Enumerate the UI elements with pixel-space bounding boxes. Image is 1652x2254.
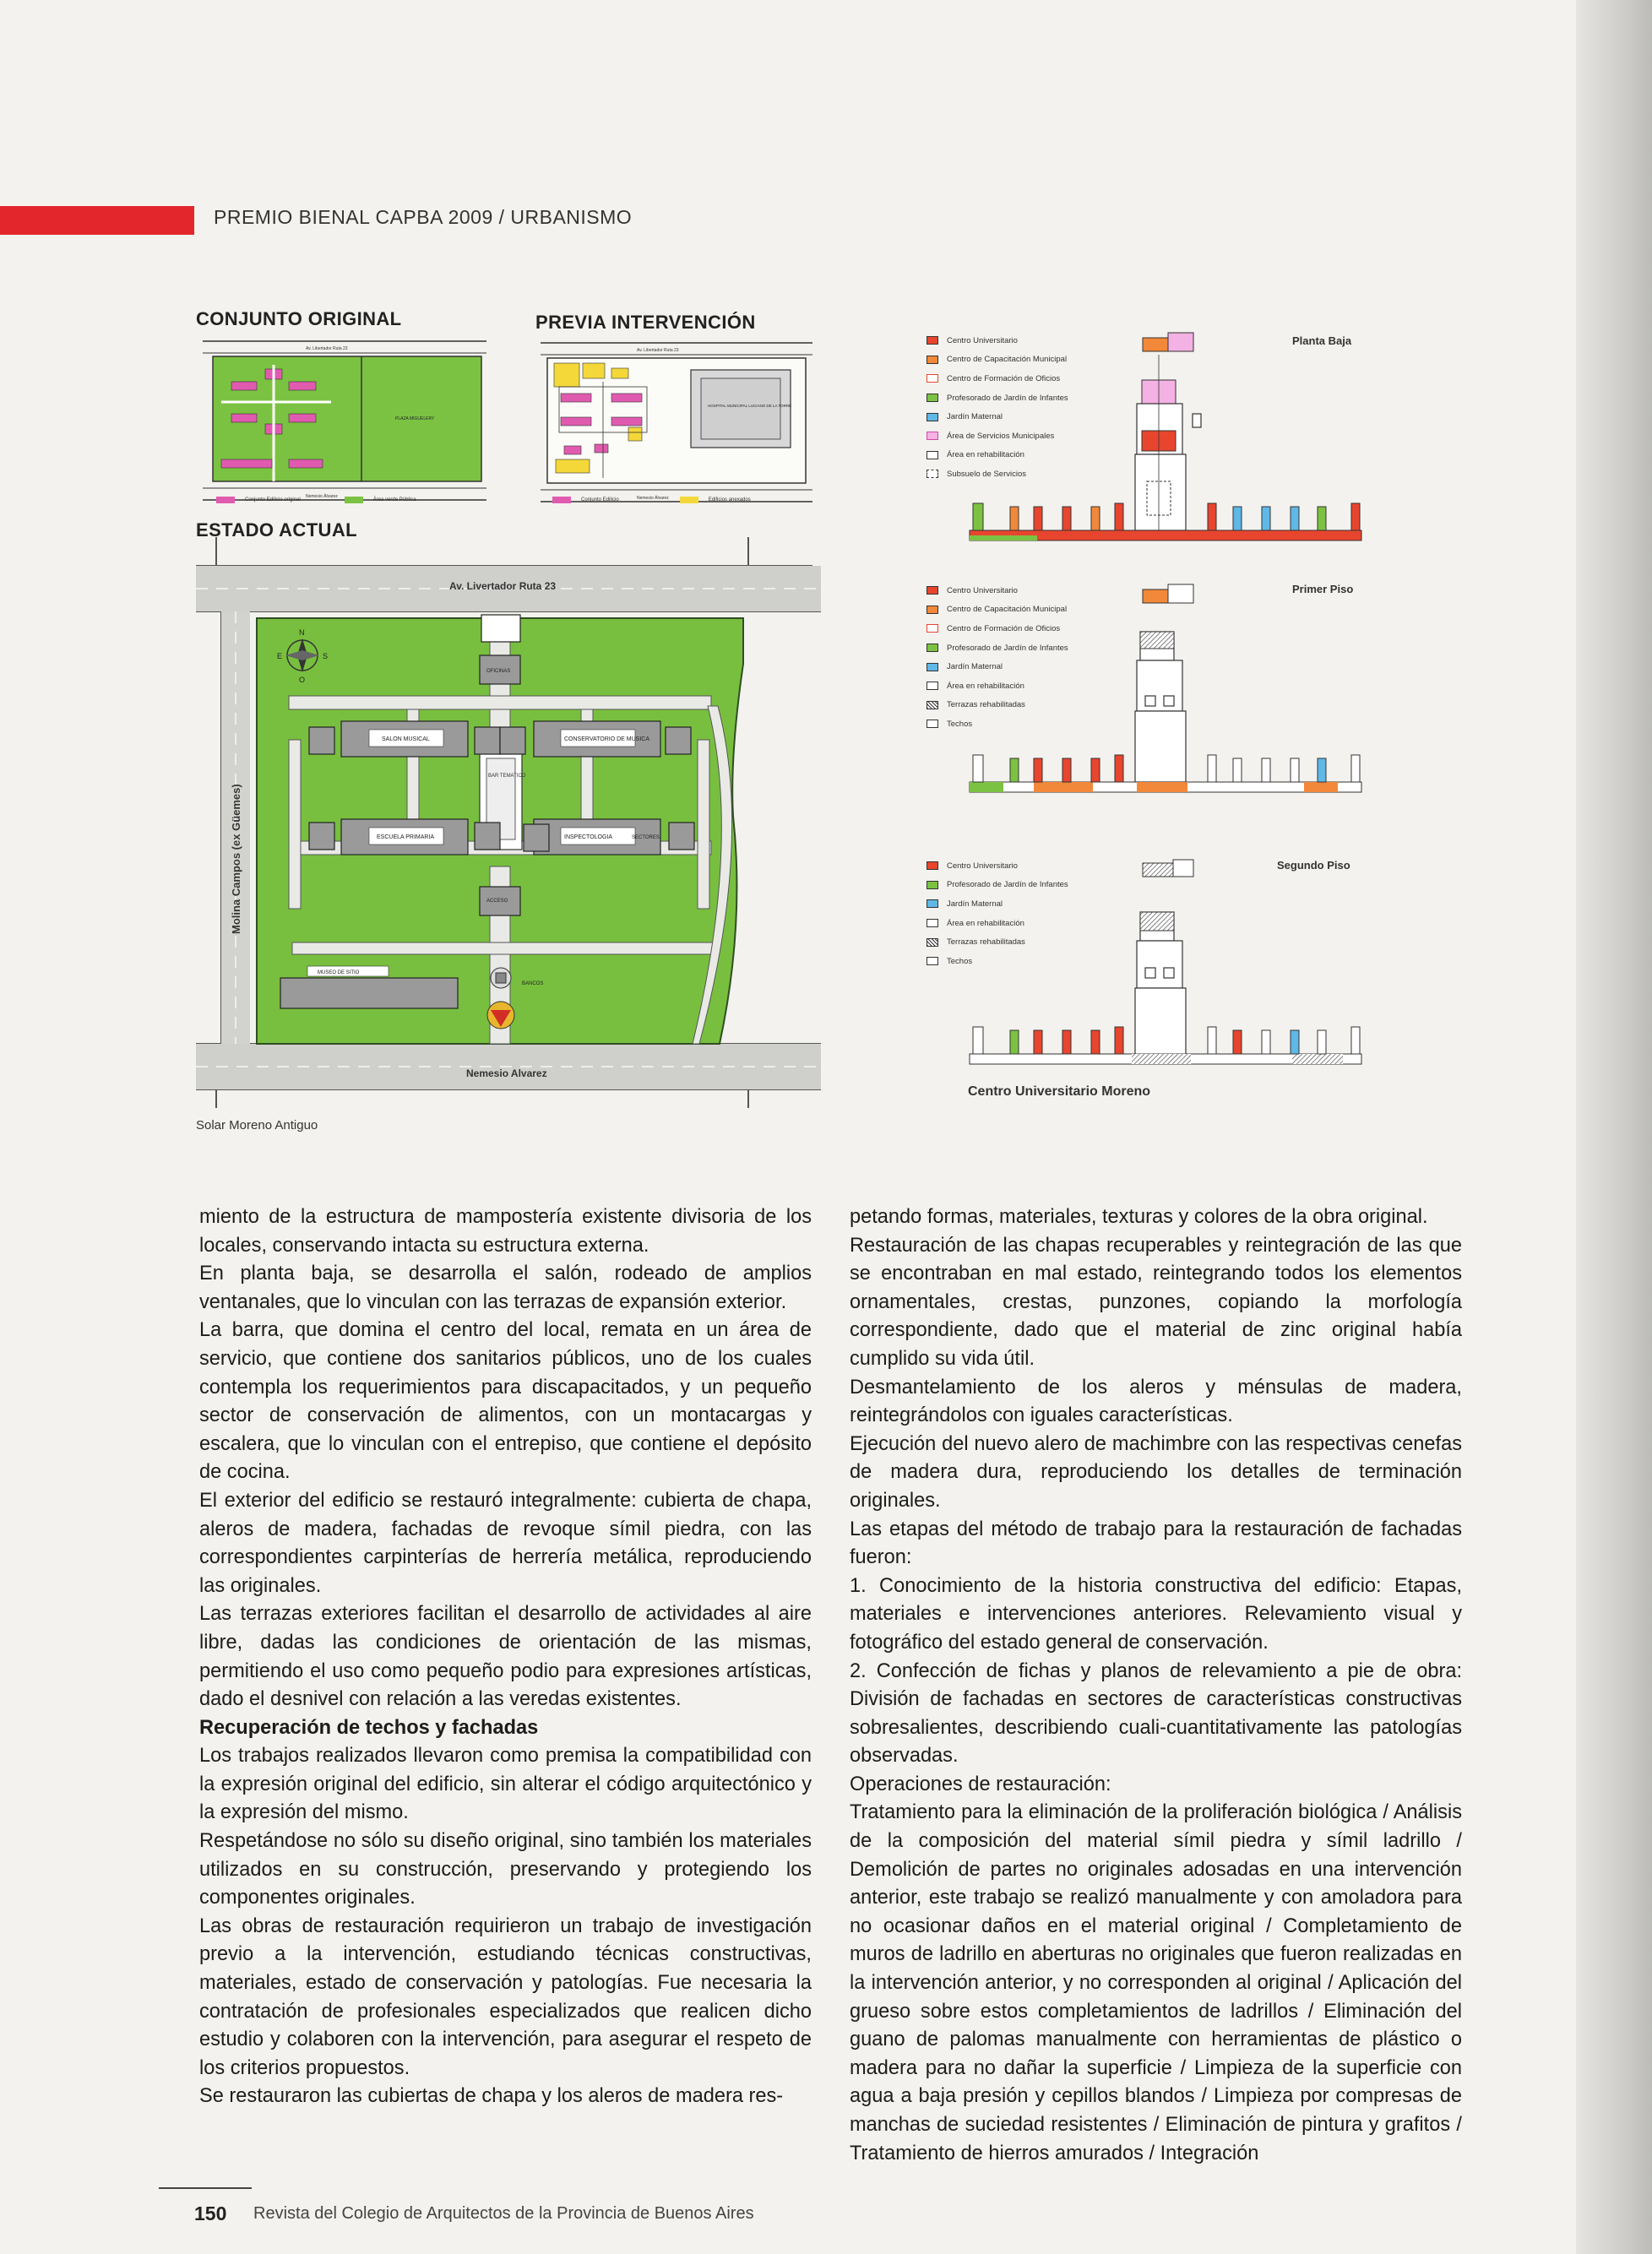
floor-plans-caption: Centro Universitario Moreno bbox=[968, 1084, 1151, 1099]
legend-swatch bbox=[216, 497, 235, 503]
escuela-primaria-label: ESCUELA PRIMARIA bbox=[377, 834, 435, 840]
previa-bottom-street: Nemesio Álvarez bbox=[637, 496, 669, 501]
previa-intervencion-title: PREVIA INTERVENCIÓN bbox=[535, 312, 756, 333]
legend-label: Centro de Capacitación Municipal bbox=[947, 605, 1068, 615]
article-paragraph: El exterior del edificio se restauró integralmente: cubierta de chapa, aleros de madera, fachadas de revoque símil piedra, con las correspondientes carpinterías de herrería metálica, reproduciendo las originales. bbox=[199, 1489, 812, 1597]
map-caption: Solar Moreno Antiguo bbox=[196, 1118, 318, 1132]
salon-musical-label: SALON MUSICAL bbox=[382, 736, 430, 742]
legend-label: Profesorado de Jardín de Infantes bbox=[947, 393, 1068, 403]
legend-swatch bbox=[927, 394, 938, 402]
legend-label: Terrazas rehabilitadas bbox=[947, 937, 1025, 948]
legend-label: Centro Universitario bbox=[947, 335, 1018, 345]
legend-swatch bbox=[927, 720, 938, 728]
legend-label: Área en rehabilitación bbox=[947, 918, 1024, 928]
primer-piso-title: Primer Piso bbox=[1292, 583, 1354, 595]
previa-hospital-label: HOSPITAL MUNICIPAL LUCIANO DE LA TORRE bbox=[708, 404, 792, 408]
legend-label: Área en rehabilitación bbox=[947, 681, 1024, 691]
legend-label: Conjunto Edilicio original bbox=[245, 497, 301, 502]
article-paragraph: miento de la estructura de mampostería existente divisoria de los locales, conservando intacta su estructura externa. bbox=[199, 1206, 812, 1257]
legend-swatch bbox=[927, 899, 938, 908]
article-paragraph: 2. Confección de fichas y planos de relevamiento a pie de obra: División de fachadas en sectores de características constructivas sobresalientes, describiendo cuali-cuantitativamente las patologías observadas. bbox=[850, 1659, 1462, 1768]
sectores-label: SECTORES bbox=[632, 835, 660, 840]
legend-swatch bbox=[927, 881, 938, 889]
compass-n: N bbox=[299, 628, 305, 637]
article-paragraph: Se restauraron las cubiertas de chapa y los aleros de madera res- bbox=[199, 2085, 784, 2108]
legend-swatch bbox=[927, 470, 938, 478]
legend-label: Área verde Pública bbox=[372, 497, 416, 502]
legend-label: Edificios anexados bbox=[708, 497, 751, 502]
conservatorio-label: CONSERVATORIO DE MUSICA bbox=[564, 736, 649, 742]
street-left-label: Molina Campos (ex Güemes) bbox=[230, 784, 242, 934]
legend-swatch bbox=[927, 938, 938, 947]
legend-swatch bbox=[927, 356, 938, 364]
legend-label: Terrazas rehabilitadas bbox=[947, 700, 1025, 710]
legend-label: Profesorado de Jardín de Infantes bbox=[947, 880, 1068, 890]
legend-swatch bbox=[927, 624, 938, 633]
article-paragraph: La barra, que domina el centro del local, remata en un área de servicio, que contiene dos sanitarios públicos, uno de los cuales contempla los requerimientos para discapacitados, y un pequeño sector de conservación de alimentos, con un montacargas y escalera, que lo vinculan con el entrepiso, que contiene el depósito de cocina. bbox=[199, 1319, 812, 1484]
legend-swatch bbox=[927, 701, 938, 709]
original-field-label: PLAZA MIGUELERY bbox=[395, 416, 435, 421]
legend-swatch bbox=[927, 374, 938, 383]
legend-swatch bbox=[927, 682, 938, 690]
legend-label: Techos bbox=[947, 956, 973, 966]
legend-label: Jardín Maternal bbox=[947, 662, 1003, 672]
legend-swatch bbox=[927, 606, 938, 614]
planta-baja-title: Planta Baja bbox=[1292, 334, 1352, 347]
legend-label: Centro Universitario bbox=[947, 861, 1018, 871]
segundo-piso-plan bbox=[963, 853, 1368, 1081]
legend-label: Centro de Capacitación Municipal bbox=[947, 355, 1068, 365]
legend-label: Subsuelo de Servicios bbox=[947, 469, 1026, 479]
legend-swatch bbox=[927, 413, 938, 421]
article-paragraph: Desmantelamiento de los aleros y ménsulas de madera, reintegrándolos con iguales características. bbox=[850, 1376, 1462, 1427]
previa-street-label: Av. Libertador Ruta 23 bbox=[637, 348, 679, 353]
article-left-column bbox=[199, 1203, 812, 2111]
article-paragraph: En planta baja, se desarrolla el salón, rodeado de amplios ventanales, que lo vinculan con las terrazas de expansión exterior. bbox=[199, 1263, 812, 1313]
compass-s: S bbox=[323, 652, 329, 660]
previa-map-legend bbox=[552, 497, 751, 503]
conjunto-original-map bbox=[196, 331, 493, 512]
segundo-piso-title: Segundo Piso bbox=[1277, 859, 1350, 872]
street-top-label: Av. Livertador Ruta 23 bbox=[449, 580, 557, 592]
legend-swatch bbox=[927, 644, 938, 652]
original-bottom-street: Nemesio Álvarez bbox=[306, 494, 338, 499]
legend-label: Conjunto Edilicio bbox=[581, 497, 619, 502]
article-right-column bbox=[850, 1203, 1462, 2168]
article-paragraph: Los trabajos realizados llevaron como premisa la compatibilidad con la expresión original del edificio, sin alterar el código arquitectónico y la expresión del mismo. bbox=[199, 1745, 812, 1824]
article-paragraph: 1. Conocimiento de la historia constructiva del edificio: Etapas, materiales e intervenciones anteriores. Relevamiento visual y fotográfico del estado general de conservación. bbox=[850, 1574, 1462, 1654]
original-street-label: Av. Libertador Ruta 23 bbox=[306, 346, 348, 351]
legend-label: Jardín Maternal bbox=[947, 899, 1003, 909]
legend-swatch bbox=[680, 497, 698, 503]
page-number: 150 bbox=[194, 2202, 227, 2224]
legend-label: Jardín Maternal bbox=[947, 412, 1003, 422]
footer-rule bbox=[159, 2187, 252, 2189]
legend-label: Techos bbox=[947, 719, 973, 729]
legend-swatch bbox=[345, 497, 363, 503]
legend-swatch bbox=[927, 451, 938, 459]
bar-tematico-label: BAR TEMATICO bbox=[488, 774, 526, 779]
page-edge-shadow bbox=[1576, 0, 1652, 2254]
street-bottom-label: Nemesio Alvarez bbox=[466, 1067, 547, 1079]
legend-label: Profesorado de Jardín de Infantes bbox=[947, 643, 1068, 653]
article-paragraph: Operaciones de restauración: bbox=[850, 1773, 1111, 1795]
article-paragraph: Respetándose no sólo su diseño original, sino también los materiales utilizados en su construcción, preservando y protegiendo los componentes originales. bbox=[199, 1830, 812, 1909]
acceso-label: ACCESO bbox=[486, 899, 508, 904]
primer-piso-plan bbox=[963, 581, 1368, 809]
legend-swatch bbox=[927, 919, 938, 927]
publication-name: Revista del Colegio de Arquitectos de la Provincia de Buenos Aires bbox=[253, 2204, 754, 2223]
legend-swatch bbox=[927, 336, 938, 345]
legend-label: Centro de Formación de Oficios bbox=[947, 373, 1061, 383]
article-paragraph: Tratamiento para la eliminación de la proliferación biológica / Análisis de la composición del material símil piedra y símil ladrillo / Demolición de partes no originales adosadas en una intervención anterior, este trabajo se realizó manualmente y con amoladora para no ocasionar daños en el material original / Completamiento de muros de ladrillo en aberturas no originales que fueron realizadas en la intervención anterior, y no corresponden al original / Aplicación del grueso sobre estos completamientos de ladrillos / Eliminación del guano de palomas manualmente con herramientas de plástico o madera para no dañar la superficie / Limpieza de la superficie con agua a baja presión y cepillos blandos / Limpieza por compresas de manchas de suciedad resistentes / Eliminación de pintura y grafitos / Tratamiento de hierros amurados / Integración bbox=[850, 1801, 1462, 2164]
legend-swatch bbox=[927, 432, 938, 440]
article-paragraph: Las terrazas exteriores facilitan el desarrollo de actividades al aire libre, dadas las condiciones de orientación de las mismas, permitiendo el uso como pequeño podio para expresiones artísticas, dado el desnivel con relación a las veredas existentes. bbox=[199, 1603, 812, 1711]
oficinas-label: OFICINAS bbox=[486, 669, 511, 674]
legend-label: Centro Universitario bbox=[947, 585, 1018, 595]
legend-swatch bbox=[552, 497, 571, 503]
legend-label: Área de Servicios Municipales bbox=[947, 431, 1055, 441]
planta-baja-plan bbox=[963, 329, 1368, 549]
article-paragraph: Restauración de las chapas recuperables y reintegración de las que se encontraban en mal estado, reintegrando todos los elementos ornamentales, crestas, punzones, copiando la morfología correspondiente, dado que el material de zinc original había cumplido su vida útil. bbox=[850, 1234, 1462, 1370]
compass-o: O bbox=[299, 676, 306, 684]
article-paragraph: petando formas, materiales, texturas y colores de la obra original. bbox=[850, 1206, 1428, 1228]
bancos-label: BANCOS bbox=[522, 981, 544, 986]
monument-icon bbox=[491, 968, 511, 988]
original-map-legend bbox=[216, 497, 416, 503]
compass-e: E bbox=[277, 652, 283, 660]
legend-swatch bbox=[927, 957, 938, 965]
running-header: PREMIO BIENAL CAPBA 2009 / URBANISMO bbox=[214, 206, 633, 228]
conjunto-original-title: CONJUNTO ORIGINAL bbox=[196, 308, 402, 329]
article-subheading: Recuperación de techos y fachadas bbox=[199, 1716, 539, 1739]
section-color-bar bbox=[0, 206, 194, 235]
flower-bed-icon bbox=[487, 1002, 514, 1029]
legend-swatch bbox=[927, 663, 938, 671]
estado-actual-title: ESTADO ACTUAL bbox=[196, 519, 357, 540]
article-paragraph: Las etapas del método de trabajo para la restauración de fachadas fueron: bbox=[850, 1518, 1462, 1569]
estado-actual-map bbox=[196, 537, 821, 1108]
previa-intervencion-map bbox=[535, 334, 818, 513]
legend-label: Área en rehabilitación bbox=[947, 450, 1024, 460]
museo-de-sitio-label: MUSEO DE SITIO bbox=[318, 970, 360, 975]
legend-label: Centro de Formación de Oficios bbox=[947, 623, 1061, 633]
legend-swatch bbox=[927, 861, 938, 870]
legend-swatch bbox=[927, 586, 938, 595]
article-paragraph: Ejecución del nuevo alero de machimbre con las respectivas cenefas de madera dura, reproduciendo los detalles de terminación originales. bbox=[850, 1432, 1462, 1512]
inspectologia-label: INSPECTOLOGIA bbox=[564, 834, 613, 840]
article-paragraph: Las obras de restauración requirieron un trabajo de investigación previo a la intervención, estudiando técnicas constructivas, materiales, estado de conservación y patologías. Fue necesaria la contratación de profesionales especializados que realicen dicho estudio y colaboren con la intervención, para asegurar el respeto de los criterios propuestos. bbox=[199, 1915, 812, 2079]
